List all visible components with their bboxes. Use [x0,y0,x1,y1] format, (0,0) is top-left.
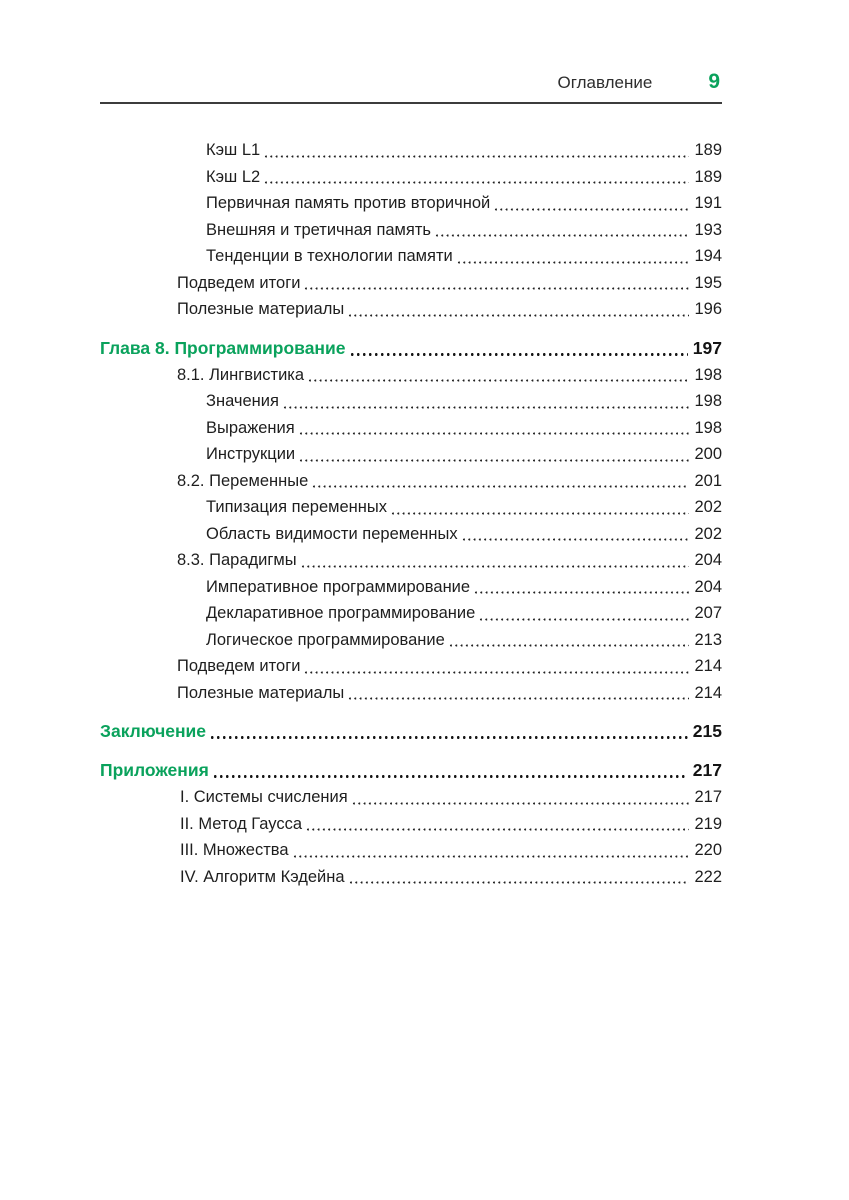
toc-entry-label: Типизация переменных [206,498,387,516]
toc-entry-label: IV. Алгоритм Кэдейна [180,867,345,886]
toc-entry[interactable] [100,468,722,495]
toc-entry-label: 8.1. Лингвистика [177,365,305,384]
toc-entry[interactable] [100,388,722,415]
toc-entry[interactable] [100,164,722,191]
toc-entry[interactable] [100,547,722,574]
toc-entry-label: 8.2. Переменные [177,471,309,490]
dot-leader [479,600,689,627]
page-header [100,0,722,104]
dot-leader [474,574,689,601]
toc-entry-page: 215 [692,721,722,741]
toc-entry-label: Императивное программирование [206,577,471,596]
toc-entry-label: Полезные материалы [177,683,345,702]
toc-entry-label: Кэш L2 [206,167,261,186]
toc-entry[interactable] [100,627,722,654]
toc-entry-page: 204 [694,551,722,569]
toc-entry-page: 217 [694,788,722,806]
toc-entry[interactable] [100,334,722,362]
dot-leader [304,270,689,297]
toc-entry-page: 196 [694,300,722,318]
dot-leader [304,653,689,680]
toc-entry-page: 220 [694,841,722,859]
dot-leader [213,756,688,784]
toc-entry[interactable] [100,494,722,521]
table-of-contents [100,137,722,890]
toc-entry-page: 222 [694,867,722,886]
dot-leader [348,296,689,323]
toc-entry-label: Тенденции в технологии памяти [206,247,453,265]
toc-entry-label: 8.3. Парадигмы [177,551,297,569]
toc-entry[interactable] [100,784,722,811]
toc-entry[interactable] [100,190,722,217]
toc-entry-label: Подведем итоги [177,657,301,675]
toc-entry-label: Логическое программирование [206,630,445,649]
toc-entry-label: Первичная память против вторичной [206,194,491,212]
toc-entry-label: Заключение [100,721,207,741]
toc-entry-page: 193 [694,220,722,239]
toc-entry[interactable] [100,574,722,601]
toc-entry[interactable] [100,811,722,838]
toc-entry-label: Выражения [206,418,295,437]
toc-entry[interactable] [100,653,722,680]
dot-leader [348,680,689,707]
toc-entry-page: 189 [694,141,722,159]
toc-entry-label: Декларативное программирование [206,604,476,622]
page-number: 9 [708,70,720,93]
page-content [100,0,722,890]
dot-leader [210,717,688,745]
toc-entry-page: 200 [694,445,722,463]
toc-entry-page: 197 [692,337,722,358]
toc-entry-label: Кэш L1 [206,141,261,159]
toc-entry-page: 202 [694,498,722,516]
toc-entry-page: 202 [694,524,722,543]
dot-leader [462,521,690,548]
toc-entry-label: III. Множества [180,841,289,859]
toc-entry-label: Внешняя и третичная память [206,220,431,239]
toc-entry-label: Полезные материалы [177,300,345,318]
toc-entry-label: Значения [206,392,279,410]
toc-entry[interactable] [100,217,722,244]
toc-entry-page: 217 [692,760,722,780]
toc-entry[interactable] [100,756,722,784]
toc-entry-label: Область видимости переменных [206,524,458,543]
toc-entry[interactable] [100,296,722,323]
toc-entry[interactable] [100,521,722,548]
toc-entry-page: 201 [694,471,722,490]
dot-leader [352,784,690,811]
toc-entry[interactable] [100,837,722,864]
toc-entry-page: 207 [694,604,722,622]
dot-leader [349,864,690,891]
toc-entry-page: 219 [694,814,722,833]
toc-entry-label: Приложения [100,760,209,780]
dot-leader [293,837,690,864]
toc-entry[interactable] [100,415,722,442]
toc-entry-page: 194 [694,247,722,265]
toc-entry[interactable] [100,717,722,745]
toc-entry-page: 198 [694,365,722,384]
dot-leader [299,415,690,442]
toc-entry-page: 198 [694,392,722,410]
toc-entry-page: 214 [694,657,722,675]
toc-entry-label: I. Системы счисления [180,788,348,806]
toc-entry-label: Инструкции [206,445,296,463]
toc-entry[interactable] [100,137,722,164]
toc-entry[interactable] [100,270,722,297]
dot-leader [264,137,689,164]
running-head-title: Оглавление [557,73,653,92]
dot-leader [457,243,690,270]
toc-entry-label: Глава 8. Программирование [100,337,346,358]
dot-leader [301,547,690,574]
toc-entry[interactable] [100,600,722,627]
toc-entry-page: 191 [694,194,722,212]
dot-leader [435,217,689,244]
toc-entry[interactable] [100,243,722,270]
toc-entry[interactable] [100,864,722,891]
dot-leader [308,362,689,389]
dot-leader [312,468,689,495]
toc-entry-page: 213 [694,630,722,649]
toc-entry-label: II. Метод Гаусса [180,814,303,833]
toc-entry-page: 204 [694,577,722,596]
toc-entry-page: 189 [694,167,722,186]
dot-leader [283,388,690,415]
dot-leader [449,627,690,654]
dot-leader [350,334,688,362]
dot-leader [299,441,689,468]
dot-leader [494,190,689,217]
toc-entry-page: 214 [694,683,722,702]
dot-leader [391,494,690,521]
toc-entry-page: 195 [694,273,722,292]
toc-entry-page: 198 [694,418,722,437]
toc-entry[interactable] [100,441,722,468]
dot-leader [306,811,689,838]
toc-entry-label: Подведем итоги [177,273,301,292]
toc-entry[interactable] [100,362,722,389]
dot-leader [264,164,689,191]
toc-entry[interactable] [100,680,722,707]
